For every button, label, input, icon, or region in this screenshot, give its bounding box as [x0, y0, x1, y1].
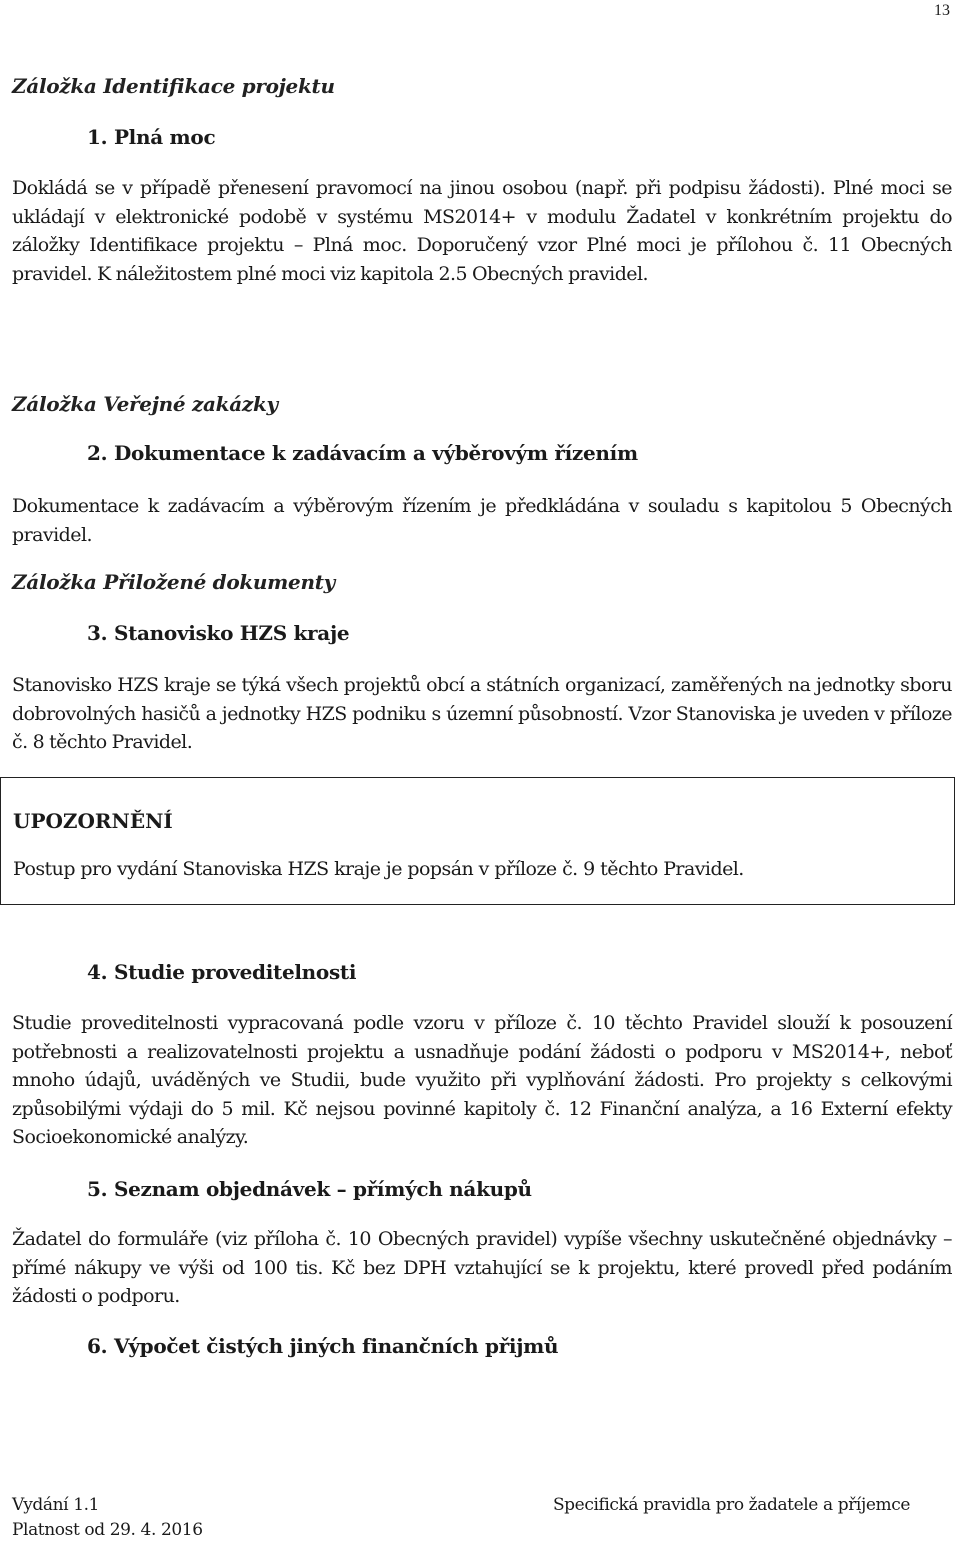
page-number: 13 [934, 2, 950, 19]
section-heading-power-of-attorney: 1. Plná moc [87, 125, 216, 149]
warning-title: UPOZORNĚNÍ [13, 809, 173, 833]
section-heading-hzs-statement: 3. Stanovisko HZS kraje [87, 621, 350, 645]
section-heading-orders-list: 5. Seznam objednávek – přímých nákupů [87, 1177, 532, 1201]
warning-box [0, 777, 955, 905]
section-text-power-of-attorney: Dokládá se v případě přenesení pravomocí na jinou osobou (např. při podpisu žádosti). Plné moci se ukládají v elektronické podobě v systému MS2014+ v modulu Žadatel v konkrétním projektu do záložky Identifikace projektu – Plná moc. Doporučený vzor Plné moci je přílohou č. 11 Obecných pravidel. K náležitostem plné moci viz kapitola 2.5 Obecných pravidel. [12, 177, 952, 285]
footer-document-title: Specifická pravidla pro žadatele a příjemce [552, 1495, 910, 1515]
warning-text: Postup pro vydání Stanoviska HZS kraje je popsán v příloze č. 9 těchto Pravidel. [13, 858, 744, 880]
section-heading-net-income: 6. Výpočet čistých jiných finančních přijmů [87, 1334, 559, 1358]
section-text-orders-list: Žadatel do formuláře (viz příloha č. 10 Obecných pravidel) vypíše všechny uskutečněné objednávky – přímé nákupy ve výši od 100 tis. Kč bez DPH vztahující se k projektu, které provedl před podáním žádosti o podporu. [12, 1228, 952, 1307]
section-text-tender-documentation: Dokumentace k zadávacím a výběrovým řízením je předkládána v souladu s kapitolou 5 Obecných pravidel. [12, 495, 952, 546]
tab-heading-identification: Záložka Identifikace projektu [12, 74, 335, 98]
footer-edition: Vydání 1.1 [12, 1495, 100, 1515]
footer-validity: Platnost od 29. 4. 2016 [12, 1520, 203, 1540]
section-heading-tender-documentation: 2. Dokumentace k zadávacím a výběrovým řízením [87, 441, 638, 465]
tab-heading-public-procurement: Záložka Veřejné zakázky [12, 392, 278, 416]
section-text-feasibility-study: Studie proveditelnosti vypracovaná podle vzoru v příloze č. 10 těchto Pravidel slouží k posouzení potřebnosti a realizovatelnosti projektu a usnadňuje podání žádosti o podporu v MS2014+, neboť mnoho údajů, uváděných ve Studii, bude využito při vyplňování žádosti. Pro projekty s celkovými způsobilými výdaji do 5 mil. Kč nejsou povinné kapitoly č. 12 Finanční analýza, a 16 Externí efekty Socioekonomické analýzy. [12, 1012, 952, 1148]
section-text-hzs-statement: Stanovisko HZS kraje se týká všech projektů obcí a státních organizací, zaměřených na jednotky sboru dobrovolných hasičů a jednotky HZS podniku s územní působností. Vzor Stanoviska je uveden v příloze č. 8 těchto Pravidel. [12, 674, 952, 753]
tab-heading-attached-documents: Záložka Přiložené dokumenty [12, 570, 335, 594]
section-heading-feasibility-study: 4. Studie proveditelnosti [87, 960, 357, 984]
